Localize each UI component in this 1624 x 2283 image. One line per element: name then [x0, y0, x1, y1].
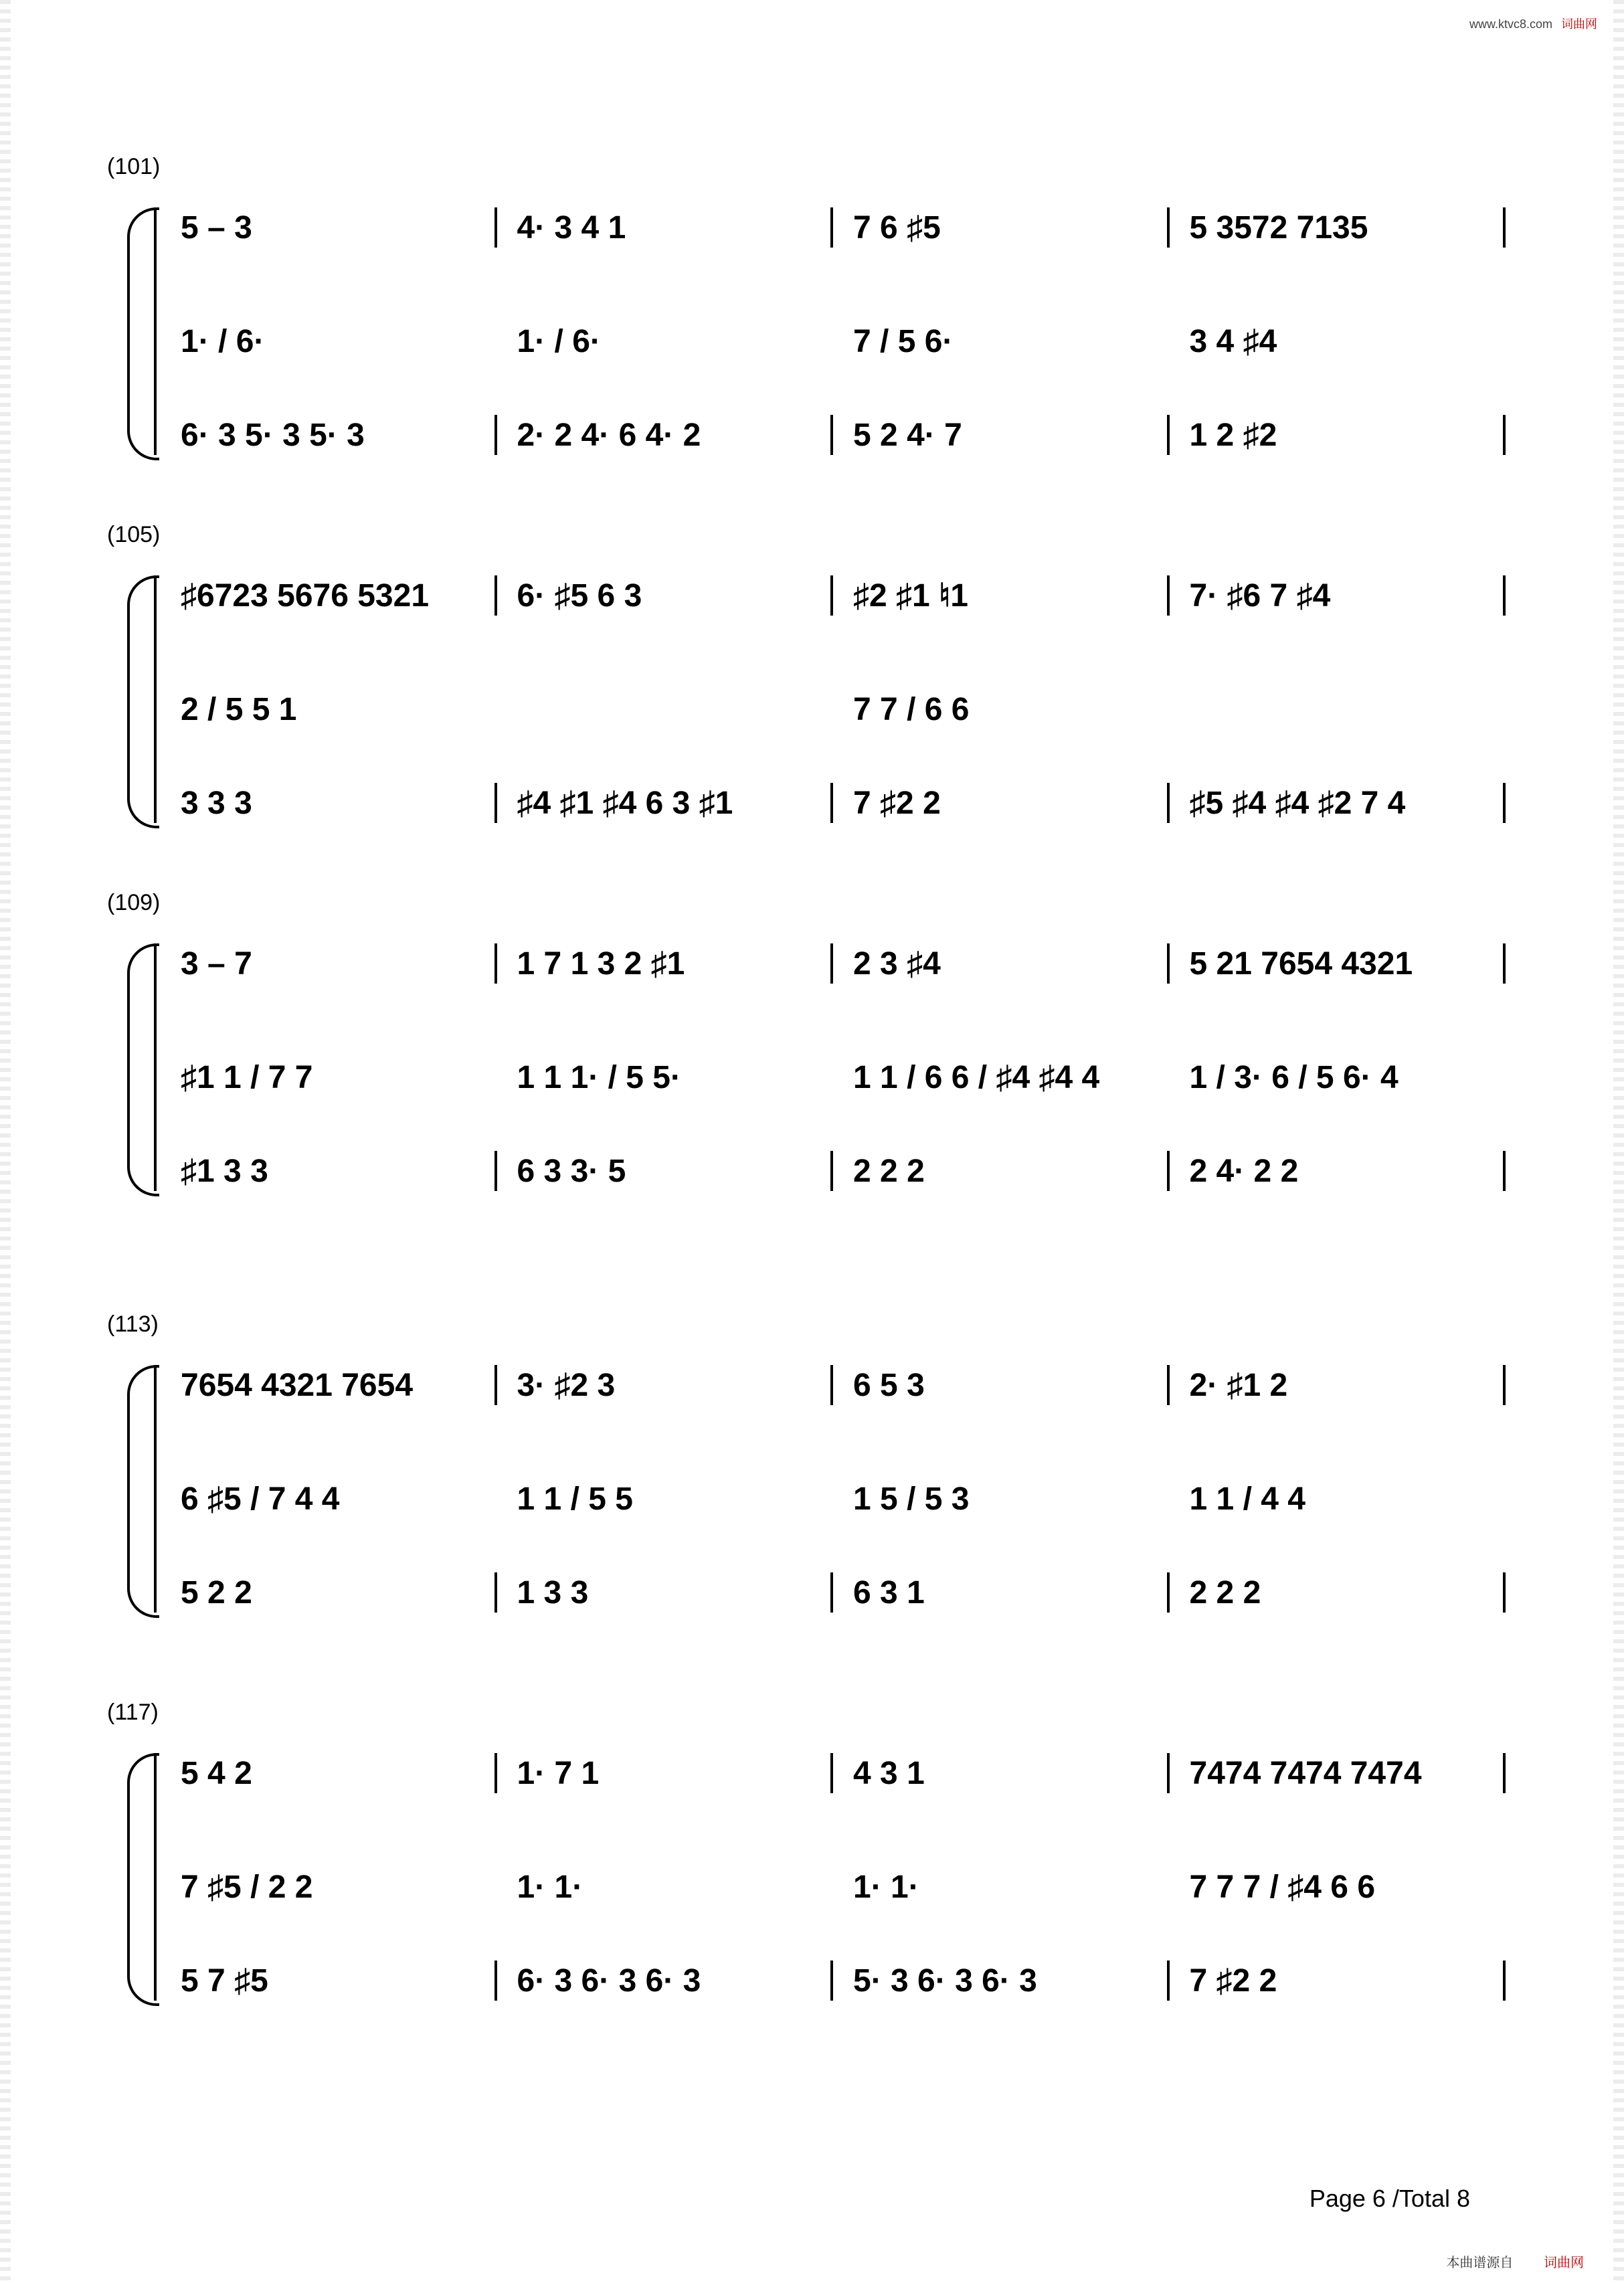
page-number: Page 6 /Total 8 — [1309, 2185, 1470, 2212]
site-url: www.ktvc8.com — [1469, 17, 1552, 31]
system-barline — [154, 575, 157, 823]
measure — [497, 207, 834, 248]
page-header — [1469, 15, 1597, 32]
measure — [833, 783, 1170, 823]
measure — [833, 1151, 1170, 1191]
measure — [181, 207, 497, 248]
measure — [497, 1867, 834, 1907]
bass-row — [181, 1151, 1506, 1191]
measure — [833, 1867, 1170, 1907]
notation-text: 2 4· 2 2 — [1189, 1153, 1299, 1189]
notation-text: 4 3 1 — [853, 1755, 925, 1791]
notation-text: 1 1 1· / 5 5· — [517, 1059, 681, 1095]
measure — [181, 1365, 497, 1405]
notation-text: 6 ♯5 / 7 4 4 — [181, 1481, 340, 1517]
chord-row — [181, 1867, 1506, 1907]
notation-text: 1 7 1 3 2 ♯1 — [517, 945, 685, 982]
notation-text: 7· ♯6 7 ♯4 — [1189, 577, 1331, 614]
bass-row — [181, 415, 1506, 455]
notation-text: 1· 1· — [853, 1869, 919, 1905]
measure — [1170, 1479, 1506, 1519]
notation-text: 1 3 3 — [517, 1574, 589, 1611]
notation-text: 3· ♯2 3 — [517, 1367, 616, 1403]
measure — [181, 1753, 497, 1793]
notation-text: 1 1 / 4 4 — [1189, 1481, 1305, 1517]
melody-row — [181, 575, 1506, 616]
measure — [497, 1479, 834, 1519]
notation-text: 7 ♯2 2 — [1189, 1962, 1277, 1999]
notation-text: 7 ♯2 2 — [853, 785, 941, 821]
measure — [497, 1960, 834, 2001]
melody-row — [181, 1753, 1506, 1793]
footer-tag: 词曲网 — [1544, 2256, 1584, 2270]
notation-text: 6· 3 5· 3 5· 3 — [181, 417, 365, 453]
notation-text: 6 3 3· 5 — [517, 1153, 626, 1189]
notation-text: 7 6 ♯5 — [853, 209, 941, 246]
score-system — [107, 522, 1499, 843]
notation-text: 1 5 / 5 3 — [853, 1481, 970, 1517]
measure — [1170, 575, 1506, 616]
notation-text: 5· 3 6· 3 6· 3 — [853, 1962, 1037, 1999]
measure — [497, 783, 834, 823]
notation-text: 1· / 6· — [517, 323, 601, 359]
notation-text: 5 4 2 — [181, 1755, 252, 1791]
notation-text: 6· ♯5 6 3 — [517, 577, 642, 614]
notation-text: 2 / 5 5 1 — [181, 691, 297, 727]
notation-text: 7 ♯5 / 2 2 — [181, 1869, 313, 1905]
notation-text: 7 / 5 6· — [853, 323, 954, 359]
notation-text: 5 7 ♯5 — [181, 1962, 268, 1999]
notation-text: 6 5 3 — [853, 1367, 925, 1403]
measure — [1170, 415, 1506, 455]
notation-text: 1 1 / 5 5 — [517, 1481, 633, 1517]
measure — [833, 207, 1170, 248]
measure — [833, 1753, 1170, 1793]
measure — [1170, 1960, 1506, 2001]
measure — [497, 415, 834, 455]
measure — [1170, 321, 1506, 361]
system-barline — [154, 207, 157, 455]
measure — [833, 943, 1170, 984]
notation-text: 1· 7 1 — [517, 1755, 600, 1791]
notation-text: 1 2 ♯2 — [1189, 417, 1277, 453]
chord-row — [181, 1057, 1506, 1097]
notation-text: 5 21 7654 4321 — [1189, 945, 1413, 982]
notation-text: 3 4 ♯4 — [1189, 323, 1277, 359]
notation-text: ♯6723 5676 5321 — [181, 577, 430, 614]
measure — [497, 321, 834, 361]
measure-number: (101) — [107, 154, 161, 179]
measure-number: (109) — [107, 890, 161, 915]
notation-text: 2· 2 4· 6 4· 2 — [517, 417, 701, 453]
measure — [181, 1960, 497, 2001]
notation-text: 3 3 3 — [181, 785, 252, 821]
measure — [1170, 689, 1506, 729]
measure — [181, 321, 497, 361]
melody-row — [181, 1365, 1506, 1405]
notation-text: ♯4 ♯1 ♯4 6 3 ♯1 — [517, 785, 733, 821]
measure — [181, 1057, 497, 1097]
score-system — [107, 890, 1499, 1211]
left-margin-decoration — [0, 0, 11, 2283]
page-footer — [1446, 2252, 1584, 2271]
measure — [181, 1572, 497, 1613]
score-system — [107, 154, 1499, 475]
measure — [1170, 943, 1506, 984]
notation-text: 5 2 2 — [181, 1574, 252, 1611]
notation-text: 2 2 2 — [1189, 1574, 1261, 1611]
measure — [497, 1057, 834, 1097]
notation-text: 6· 3 6· 3 6· 3 — [517, 1962, 701, 1999]
measure — [181, 575, 497, 616]
measure — [497, 689, 834, 729]
measure — [1170, 1365, 1506, 1405]
notation-text: 4· 3 4 1 — [517, 209, 626, 246]
measure — [1170, 783, 1506, 823]
notation-text: 2 3 ♯4 — [853, 945, 941, 982]
measure — [1170, 1057, 1506, 1097]
score-system — [107, 1311, 1499, 1633]
measure — [833, 1960, 1170, 2001]
notation-text: ♯2 ♯1 ♮1 — [853, 578, 968, 614]
measure — [1170, 1753, 1506, 1793]
system-barline — [154, 943, 157, 1191]
measure — [181, 783, 497, 823]
chord-row — [181, 689, 1506, 729]
bass-row — [181, 1960, 1506, 2001]
site-tag: 词曲网 — [1561, 17, 1597, 31]
measure — [833, 415, 1170, 455]
notation-text: 7654 4321 7654 — [181, 1367, 414, 1403]
measure — [833, 1057, 1170, 1097]
notation-text: 2 2 2 — [853, 1153, 925, 1189]
measure — [833, 321, 1170, 361]
notation-text: 1 1 / 6 6 / ♯4 ♯4 4 — [853, 1059, 1100, 1095]
measure — [181, 1867, 497, 1907]
score-system — [107, 1700, 1499, 2021]
system-barline — [154, 1365, 157, 1613]
notation-text: 3 – 7 — [181, 945, 252, 982]
notation-text: 7474 7474 7474 — [1189, 1755, 1422, 1791]
measure — [497, 1151, 834, 1191]
measure — [497, 1572, 834, 1613]
measure — [1170, 1572, 1506, 1613]
notation-text: 7 7 7 / ♯4 6 6 — [1189, 1869, 1376, 1905]
measure — [833, 1365, 1170, 1405]
measure — [181, 689, 497, 729]
notation-text: 6 3 1 — [853, 1574, 925, 1611]
notation-text: ♯5 ♯4 ♯4 ♯2 7 4 — [1189, 785, 1406, 821]
measure — [1170, 207, 1506, 248]
measure — [1170, 1151, 1506, 1191]
measure — [497, 575, 834, 616]
measure — [833, 689, 1170, 729]
measure — [181, 415, 497, 455]
chord-row — [181, 321, 1506, 361]
notation-text: ♯1 1 / 7 7 — [181, 1059, 313, 1095]
notation-text: 7 7 / 6 6 — [853, 691, 970, 727]
measure — [497, 1753, 834, 1793]
notation-text: 1 / 3· 6 / 5 6· 4 — [1189, 1059, 1399, 1095]
melody-row — [181, 943, 1506, 984]
notation-text: 2· ♯1 2 — [1189, 1367, 1288, 1403]
measure — [833, 575, 1170, 616]
notation-text: 5 – 3 — [181, 209, 252, 246]
notation-text: 5 2 4· 7 — [853, 417, 962, 453]
measure-number: (113) — [107, 1311, 159, 1337]
measure — [181, 1479, 497, 1519]
bass-row — [181, 1572, 1506, 1613]
bass-row — [181, 783, 1506, 823]
footer-source: 本曲谱源自 — [1446, 2256, 1514, 2270]
measure-number: (105) — [107, 522, 161, 547]
measure — [497, 943, 834, 984]
notation-text: 5 3572 7135 — [1189, 209, 1368, 246]
right-margin-decoration — [1613, 0, 1624, 2283]
melody-row — [181, 207, 1506, 248]
measure — [181, 943, 497, 984]
measure — [833, 1479, 1170, 1519]
measure — [181, 1151, 497, 1191]
measure — [1170, 1867, 1506, 1907]
measure-number: (117) — [107, 1700, 159, 1725]
system-barline — [154, 1753, 157, 2001]
measure — [497, 1365, 834, 1405]
notation-text: 1· 1· — [517, 1869, 583, 1905]
notation-text: ♯1 3 3 — [181, 1153, 268, 1189]
chord-row — [181, 1479, 1506, 1519]
notation-text: 1· / 6· — [181, 323, 265, 359]
measure — [833, 1572, 1170, 1613]
